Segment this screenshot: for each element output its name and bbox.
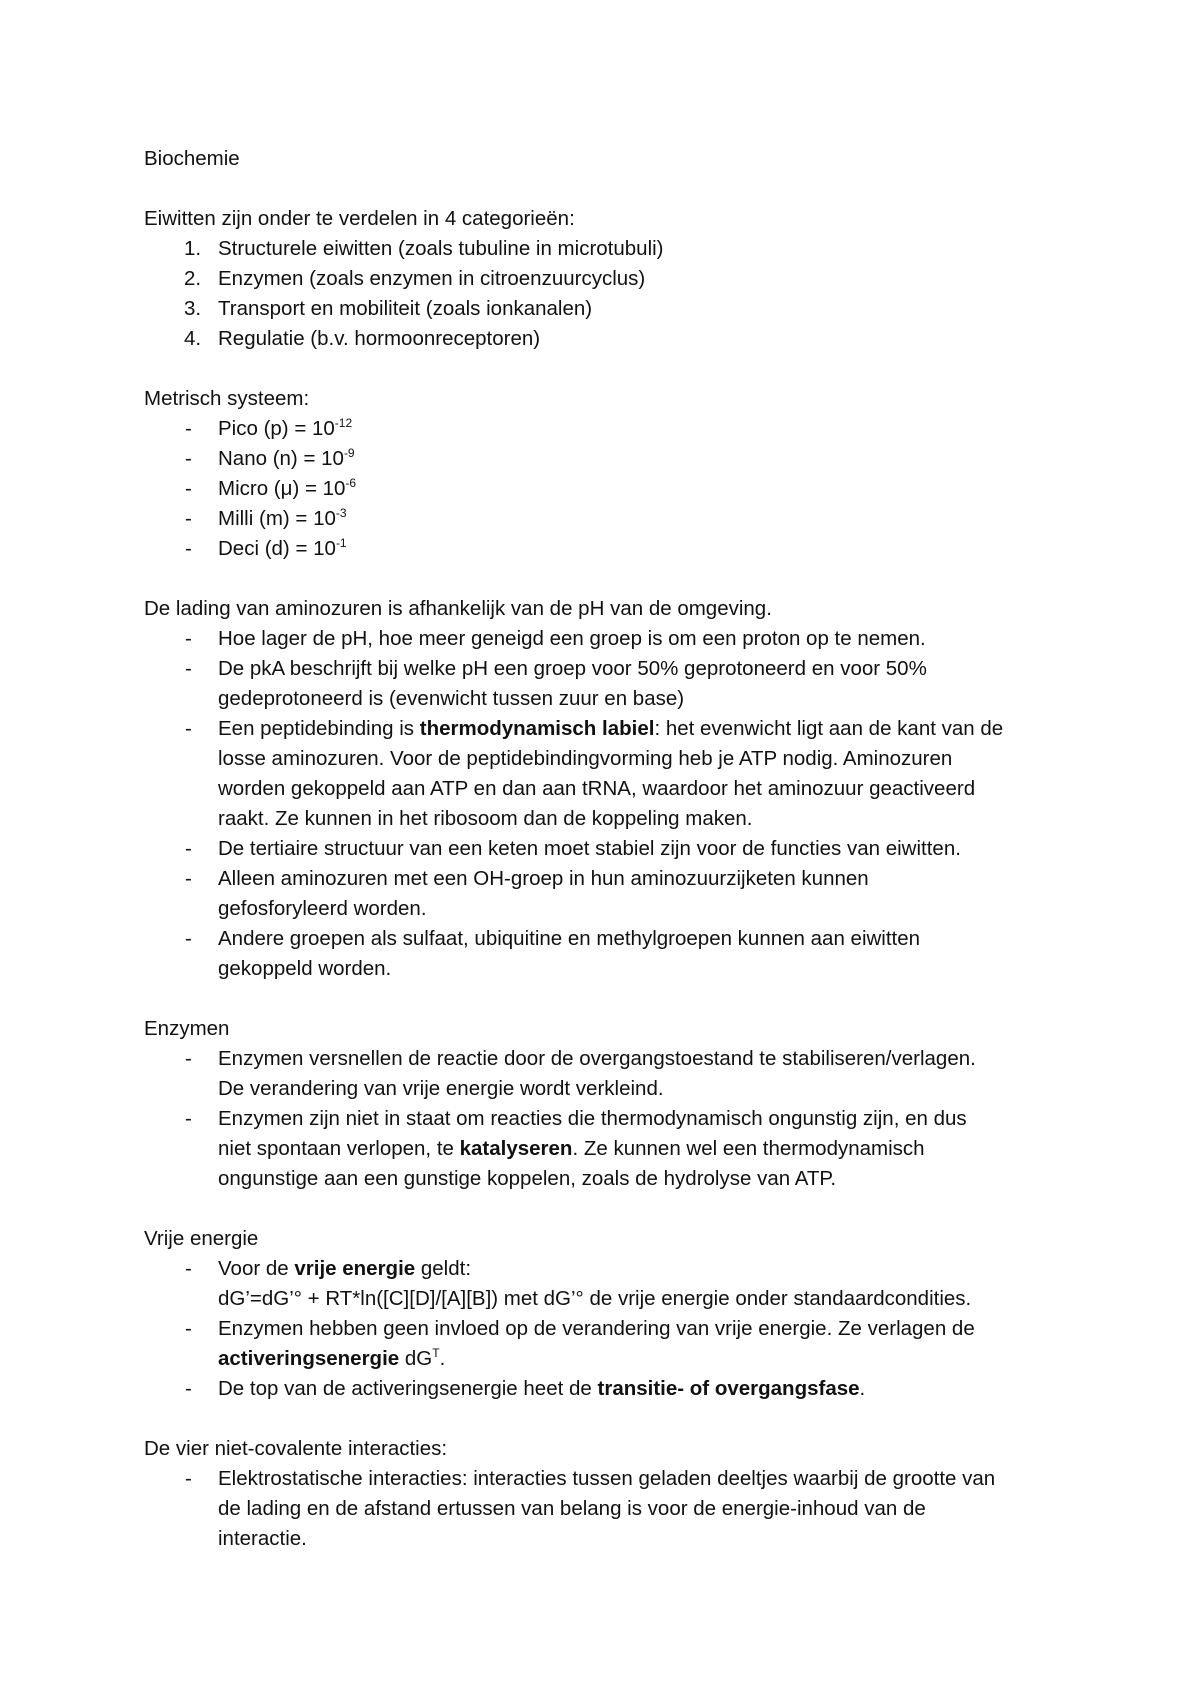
list-item: - Deci $(d) = 10^{-1}$ [185,536,347,560]
free-energy-heading: Vrije energie [144,1227,259,1250]
charge-list [144,624,1064,984]
list-item: - Andere groepen als sulfaat, ubiquitine en methylgroepen kunnen aan eiwitten [185,927,921,950]
list-item: 2. Enzymen (zoals enzymen in citroenzuurcyclus) [184,267,646,290]
interactions-heading: De vier niet-covalente interacties: [144,1437,448,1460]
list-item-continuation: interactie. [218,1527,307,1550]
list-item-continuation: ongunstige aan een gunstige koppelen, zoals de hydrolyse van ATP. [218,1167,837,1190]
list-item: 3. Transport en mobiliteit (zoals ionkanalen) [184,297,593,320]
list-item: - Enzymen hebben geen invloed op de verandering van vrije energie. Ze verlagen de [185,1317,975,1340]
list-item: - De tertiaire structuur van een keten moet stabiel zijn voor de functies van eiwitten. [185,837,961,860]
list-item-continuation: worden gekoppeld aan ATP en dan aan tRNA, waardoor het aminozuur geactiveerd [218,777,976,800]
list-item-continuation: gefosforyleerd worden. [218,897,427,920]
list-item-continuation: losse aminozuren. Voor de peptidebindingvorming heb je ATP nodig. Aminozuren [218,747,953,770]
list-item: - Milli $(m) = 10^{-3}$ [185,506,347,530]
document-body [144,144,1064,1554]
list-item-continuation: de lading en de afstand ertussen van belang is voor de energie-inhoud van de [218,1497,926,1520]
list-item-continuation: raakt. Ze kunnen in het ribosoom dan de koppeling maken. [218,807,753,830]
interactions-list [144,1464,1064,1554]
list-item-continuation: De verandering van vrije energie wordt verkleind. [218,1077,664,1100]
list-item: - Nano $(n) = 10^{-9}$ [185,446,355,470]
list-item: - De top van de activeringsenergie heet de transitie- of overgangsfase. [185,1377,866,1400]
list-item-continuation: gekoppeld worden. [218,957,392,980]
list-item: - De pkA beschrijft bij welke pH een groep voor 50% geprotoneerd en voor 50% [185,657,927,680]
charge-heading: De lading van aminozuren is afhankelijk van de pH van de omgeving. [144,597,772,620]
list-item: - Elektrostatische interacties: interacties tussen geladen deeltjes waarbij de grootte van [185,1467,996,1490]
list-item: - Micro $(\mu) = 10^{-6}$ [185,476,357,500]
metric-heading: Metrisch systeem: [144,387,310,410]
list-item: - Enzymen versnellen de reactie door de overgangstoestand te stabiliseren/verlagen. [185,1047,976,1070]
list-item-continuation: activeringsenergie $dG^T$. [218,1346,446,1370]
enzymes-list [144,1044,1064,1194]
document-title: Biochemie [144,147,240,170]
list-item-continuation: niet spontaan verlopen, te katalyseren. Ze kunnen wel een thermodynamisch [218,1137,925,1160]
enzymes-heading: Enzymen [144,1017,230,1040]
list-item: 1. Structurele eiwitten (zoals tubuline in microtubuli) [184,237,664,260]
list-item: - Pico $(p) = 10^{-12}$ [185,416,353,440]
list-item: 4. Regulatie (b.v. hormoonreceptoren) [184,327,541,350]
list-item-continuation: gedeprotoneerd is (evenwicht tussen zuur en base) [218,687,685,710]
list-item: - Hoe lager de pH, hoe meer geneigd een groep is om een proton op te nemen. [185,627,926,650]
list-item: - Enzymen zijn niet in staat om reacties die thermodynamisch ongunstig zijn, en dus [185,1107,967,1130]
list-item: - Voor de vrije energie geldt: [185,1257,472,1280]
free-energy-list [144,1254,1064,1404]
categories-list [144,234,1064,354]
metric-list [144,414,1064,564]
list-item-continuation: dG’=dG’° + RT*ln([C][D]/[A][B]) met dG’° de vrije energie onder standaardcondities. [218,1287,972,1310]
list-item: - Alleen aminozuren met een OH-groep in hun aminozuurzijketen kunnen [185,867,869,890]
list-item: - Een peptidebinding is thermodynamisch labiel: het evenwicht ligt aan de kant van de [185,717,1004,740]
categories-intro: Eiwitten zijn onder te verdelen in 4 categorieën: [144,207,575,230]
